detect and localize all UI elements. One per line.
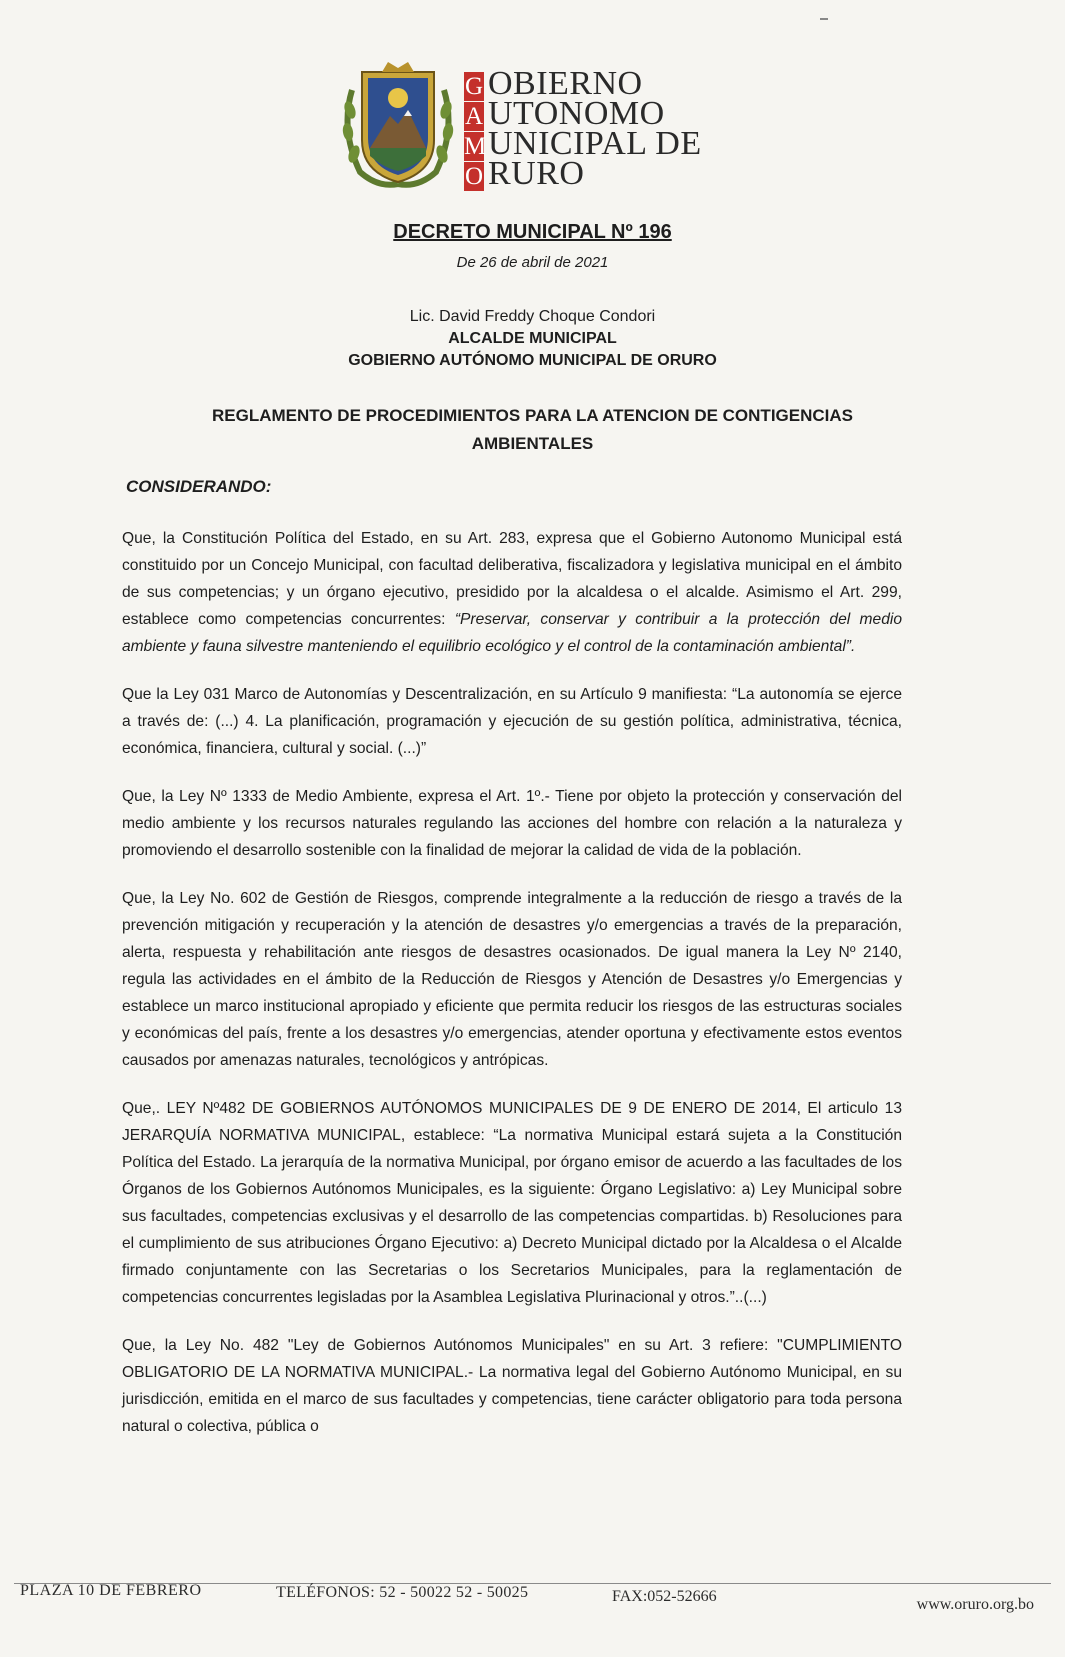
coat-of-arms-icon xyxy=(338,60,458,192)
footer-fax: FAX:052-52666 xyxy=(612,1588,717,1605)
logo-initial: O xyxy=(464,163,484,190)
signer-name: Lic. David Freddy Choque Condori xyxy=(409,308,656,325)
logo-initial: M xyxy=(464,133,487,160)
logo-wordmark xyxy=(488,65,702,192)
logo-line: UTONOMO xyxy=(488,95,665,132)
logo-line: UNICIPAL DE xyxy=(488,125,702,162)
paragraph: Que, la Ley No. 602 de Gestión de Riesgos, comprende integralmente a la reducción de riesgo a través de la prevención mitigación y recuperación y la atención de desastres y/o emergencias a través de la preparación, alerta, respuesta y rehabilitación ante riesgos de desastres ocasionados. De igual manera la Ley Nº 2140, regula las actividades en el ámbito de la Reducción de Riesgos y Atención de Desastres y/o Emergencias y establece un marco institucional apropiado y eficiente que permita reducir los riesgos de las estructuras sociales y económicas del país, frente a los desastres y/o emergencias, atender oportuna y efectivamente estos eventos causados por amenazas naturales, tecnológicos y antrópicas. xyxy=(122,890,902,1069)
municipal-logo xyxy=(338,60,738,195)
footer-address: PLAZA 10 DE FEBRERO xyxy=(20,1582,202,1599)
logo-line: RURO xyxy=(488,155,585,192)
page-footer xyxy=(14,1582,1044,1622)
subject-line: REGLAMENTO DE PROCEDIMIENTOS PARA LA ATENCION DE CONTIGENCIAS xyxy=(212,406,853,425)
signer-role: ALCALDE MUNICIPAL xyxy=(448,330,617,347)
scan-mark xyxy=(820,18,828,20)
paragraph: Que, la Ley No. 482 "Ley de Gobiernos Autónomos Municipales" en su Art. 3 refiere: "CUMPLIMIENTO OBLIGATORIO DE LA NORMATIVA MUNICIPAL.- La normativa legal del Gobierno Autónomo Municipal, en su jurisdicción, emitida en el marco de sus facultades y competencias, tiene carácter obligatorio para toda persona natural o colectiva, pública o xyxy=(122,1337,902,1435)
paragraph: Que la Ley 031 Marco de Autonomías y Descentralización, en su Artículo 9 manifiesta: “La autonomía se ejerce a través de: (...) 4. La planificación, programación y ejecución de su gestión política, administrativa, técnica, económica, financiera, cultural y social. (...)” xyxy=(122,686,902,757)
document-body xyxy=(122,525,902,1461)
signer-block xyxy=(0,306,1065,372)
logo-initial: G xyxy=(464,73,484,100)
paragraph-quote: “Preservar, conservar y contribuir a la protección del medio ambiente y fauna silvestre manteniendo el equilibrio ecológico y el control de la contaminación ambiental”. xyxy=(122,611,902,655)
decree-date: De 26 de abril de 2021 xyxy=(456,254,609,271)
decree-title: DECRETO MUNICIPAL Nº 196 xyxy=(393,221,672,243)
signer-institution: GOBIERNO AUTÓNOMO MUNICIPAL DE ORURO xyxy=(348,352,717,369)
logo-initials xyxy=(464,72,487,192)
footer-website: www.oruro.org.bo xyxy=(916,1596,1034,1613)
logo-initial: A xyxy=(464,103,484,130)
paragraph: Que, la Ley Nº 1333 de Medio Ambiente, expresa el Art. 1º.- Tiene por objeto la protección y conservación del medio ambiente y los recursos naturales regulando las acciones del hombre con relación a la naturaleza y promoviendo el desarrollo sostenible con la finalidad de mejorar la calidad de vida de la población. xyxy=(122,788,902,859)
subject-line: AMBIENTALES xyxy=(471,434,594,453)
footer-phones: TELÉFONOS: 52 - 50022 52 - 50025 xyxy=(276,1584,529,1601)
paragraph-text: Que, la Constitución Política del Estado, en su Art. 283, expresa que el Gobierno Autonomo Municipal está constituido por un Concejo Municipal, con facultad deliberativa, fiscalizadora y legislativa municipal en el ámbito de sus competencias; y un órgano ejecutivo, presidido por la alcaldesa o el alcalde. Asimismo el Art. 299, establece como competencias concurrentes: xyxy=(122,530,902,628)
decree-subject xyxy=(100,402,965,458)
paragraph xyxy=(122,525,902,660)
considerando-heading: CONSIDERANDO: xyxy=(126,477,272,496)
paragraph: Que,. LEY Nº482 DE GOBIERNOS AUTÓNOMOS MUNICIPALES DE 9 DE ENERO DE 2014, El articulo 13 JERARQUÍA NORMATIVA MUNICIPAL, establece: “La normativa Municipal estará sujeta a la Constitución Política del Estado. La jerarquía de la normativa Municipal, por órgano emisor de acuerdo a las facultades de los Órganos de los Gobiernos Autónomos Municipales, es la siguiente: Órgano Legislativo: a) Ley Municipal sobre sus facultades, competencias exclusivas y el desarrollo de las competencias compartidas. b) Resoluciones para el cumplimiento de sus atribuciones Órgano Ejecutivo: a) Decreto Municipal dictado por la Alcaldesa o el Alcalde firmado conjuntamente con las Secretarias o los Secretarios Municipales, para la reglamentación de competencias concurrentes legisladas por la Asamblea Legislativa Plurinacional y otros.”..(...) xyxy=(122,1100,902,1306)
logo-line: OBIERNO xyxy=(488,65,643,102)
